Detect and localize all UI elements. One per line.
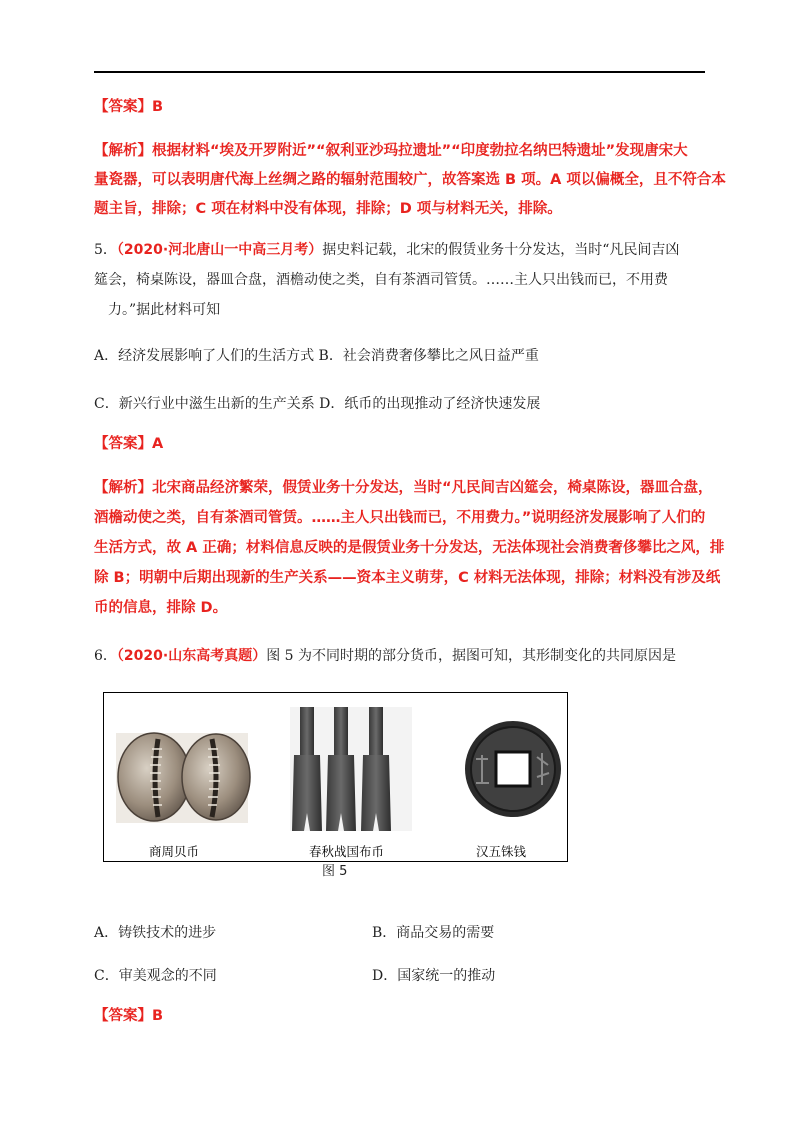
figure-caption: 图 5 [322, 864, 348, 879]
q5-analysis-line: 【解析】北宋商品经济繁荣，假赁业务十分发达，当时“凡民间吉凶筵会，椅桌陈设，器皿合盘， [94, 480, 713, 496]
q4-analysis-line: 量瓷器，可以表明唐代海上丝绸之路的辐射范围较广，故答案选 B 项。A 项以偏概全，且不符合本 [94, 172, 726, 188]
cowrie-shell-image [116, 733, 250, 823]
q4-answer: 【答案】B [94, 99, 164, 115]
q6-source: （2020·山东高考真题） [116, 648, 267, 664]
q6-option-a: A．铸铁技术的进步 [94, 925, 217, 941]
wuzhu-coin-image [465, 721, 561, 817]
q5-analysis [94, 473, 725, 623]
q6-stem [94, 645, 706, 665]
q5-analysis-line: 酒檐动使之类，自有茶酒司管赁。……主人只出钱而已，不用费力。”说明经济发展影响了人们的 [94, 510, 706, 526]
figure-label-spade: 春秋战国布币 [309, 844, 385, 859]
spade-coin-image [290, 707, 412, 831]
figure-label-wuzhu: 汉五铢钱 [476, 844, 527, 859]
q4-analysis-line: 题主旨，排除；C 项在材料中没有体现，排除；D 项与材料无关，排除。 [94, 201, 562, 217]
q5-stem [94, 235, 706, 325]
q4-analysis-line: 【解析】根据材料“埃及开罗附近”“叙利亚沙玛拉遗址”“印度勃拉名纳巴特遗址”发现唐宋大 [94, 143, 688, 159]
q6-answer: 【答案】B [94, 1008, 164, 1024]
q5-stem-line-3: 力。”据此材料可知 [108, 302, 221, 318]
q5-analysis-line: 币的信息，排除 D。 [94, 600, 228, 616]
q6-option-c: C．审美观念的不同 [94, 968, 217, 984]
header-rule [94, 71, 705, 73]
currency-figure [103, 692, 568, 862]
q5-options-ab: A．经济发展影响了人们的生活方式 B．社会消费奢侈攀比之风日益严重 [94, 348, 539, 364]
q6-option-b: B．商品交易的需要 [372, 925, 495, 941]
q5-analysis-line: 生活方式，故 A 正确；材料信息反映的是假赁业务十分发达，无法体现社会消费奢侈攀比之风，排 [94, 540, 725, 556]
q5-stem-line-2: 筵会，椅桌陈设，器皿合盘，酒檐动使之类，自有茶酒司管赁。……主人只出钱而已，不用费 [94, 272, 668, 288]
q5-stem-line-1 [94, 235, 706, 265]
q5-options-cd: C．新兴行业中滋生出新的生产关系 D．纸币的出现推动了经济快速发展 [94, 396, 541, 412]
q4-analysis [94, 137, 726, 224]
q5-answer: 【答案】A [94, 436, 164, 452]
q6-option-d: D．国家统一的推动 [372, 968, 496, 984]
currency-illustration [104, 693, 567, 861]
q5-source: （2020·河北唐山一中高三月考） [116, 242, 323, 258]
q5-number: 5． [94, 242, 117, 258]
q6-stem-text: 图 5 为不同时期的部分货币，据图可知，其形制变化的共同原因是 [266, 648, 677, 664]
figure-label-shell: 商周贝币 [149, 844, 200, 859]
q5-analysis-line: 除 B；明朝中后期出现新的生产关系——资本主义萌芽，C 材料无法体现，排除；材料没有涉及纸 [94, 570, 721, 586]
q5-stem-text: 据史料记载，北宋的假赁业务十分发达，当时“凡民间吉凶 [322, 242, 680, 258]
q6-number: 6． [94, 648, 117, 664]
